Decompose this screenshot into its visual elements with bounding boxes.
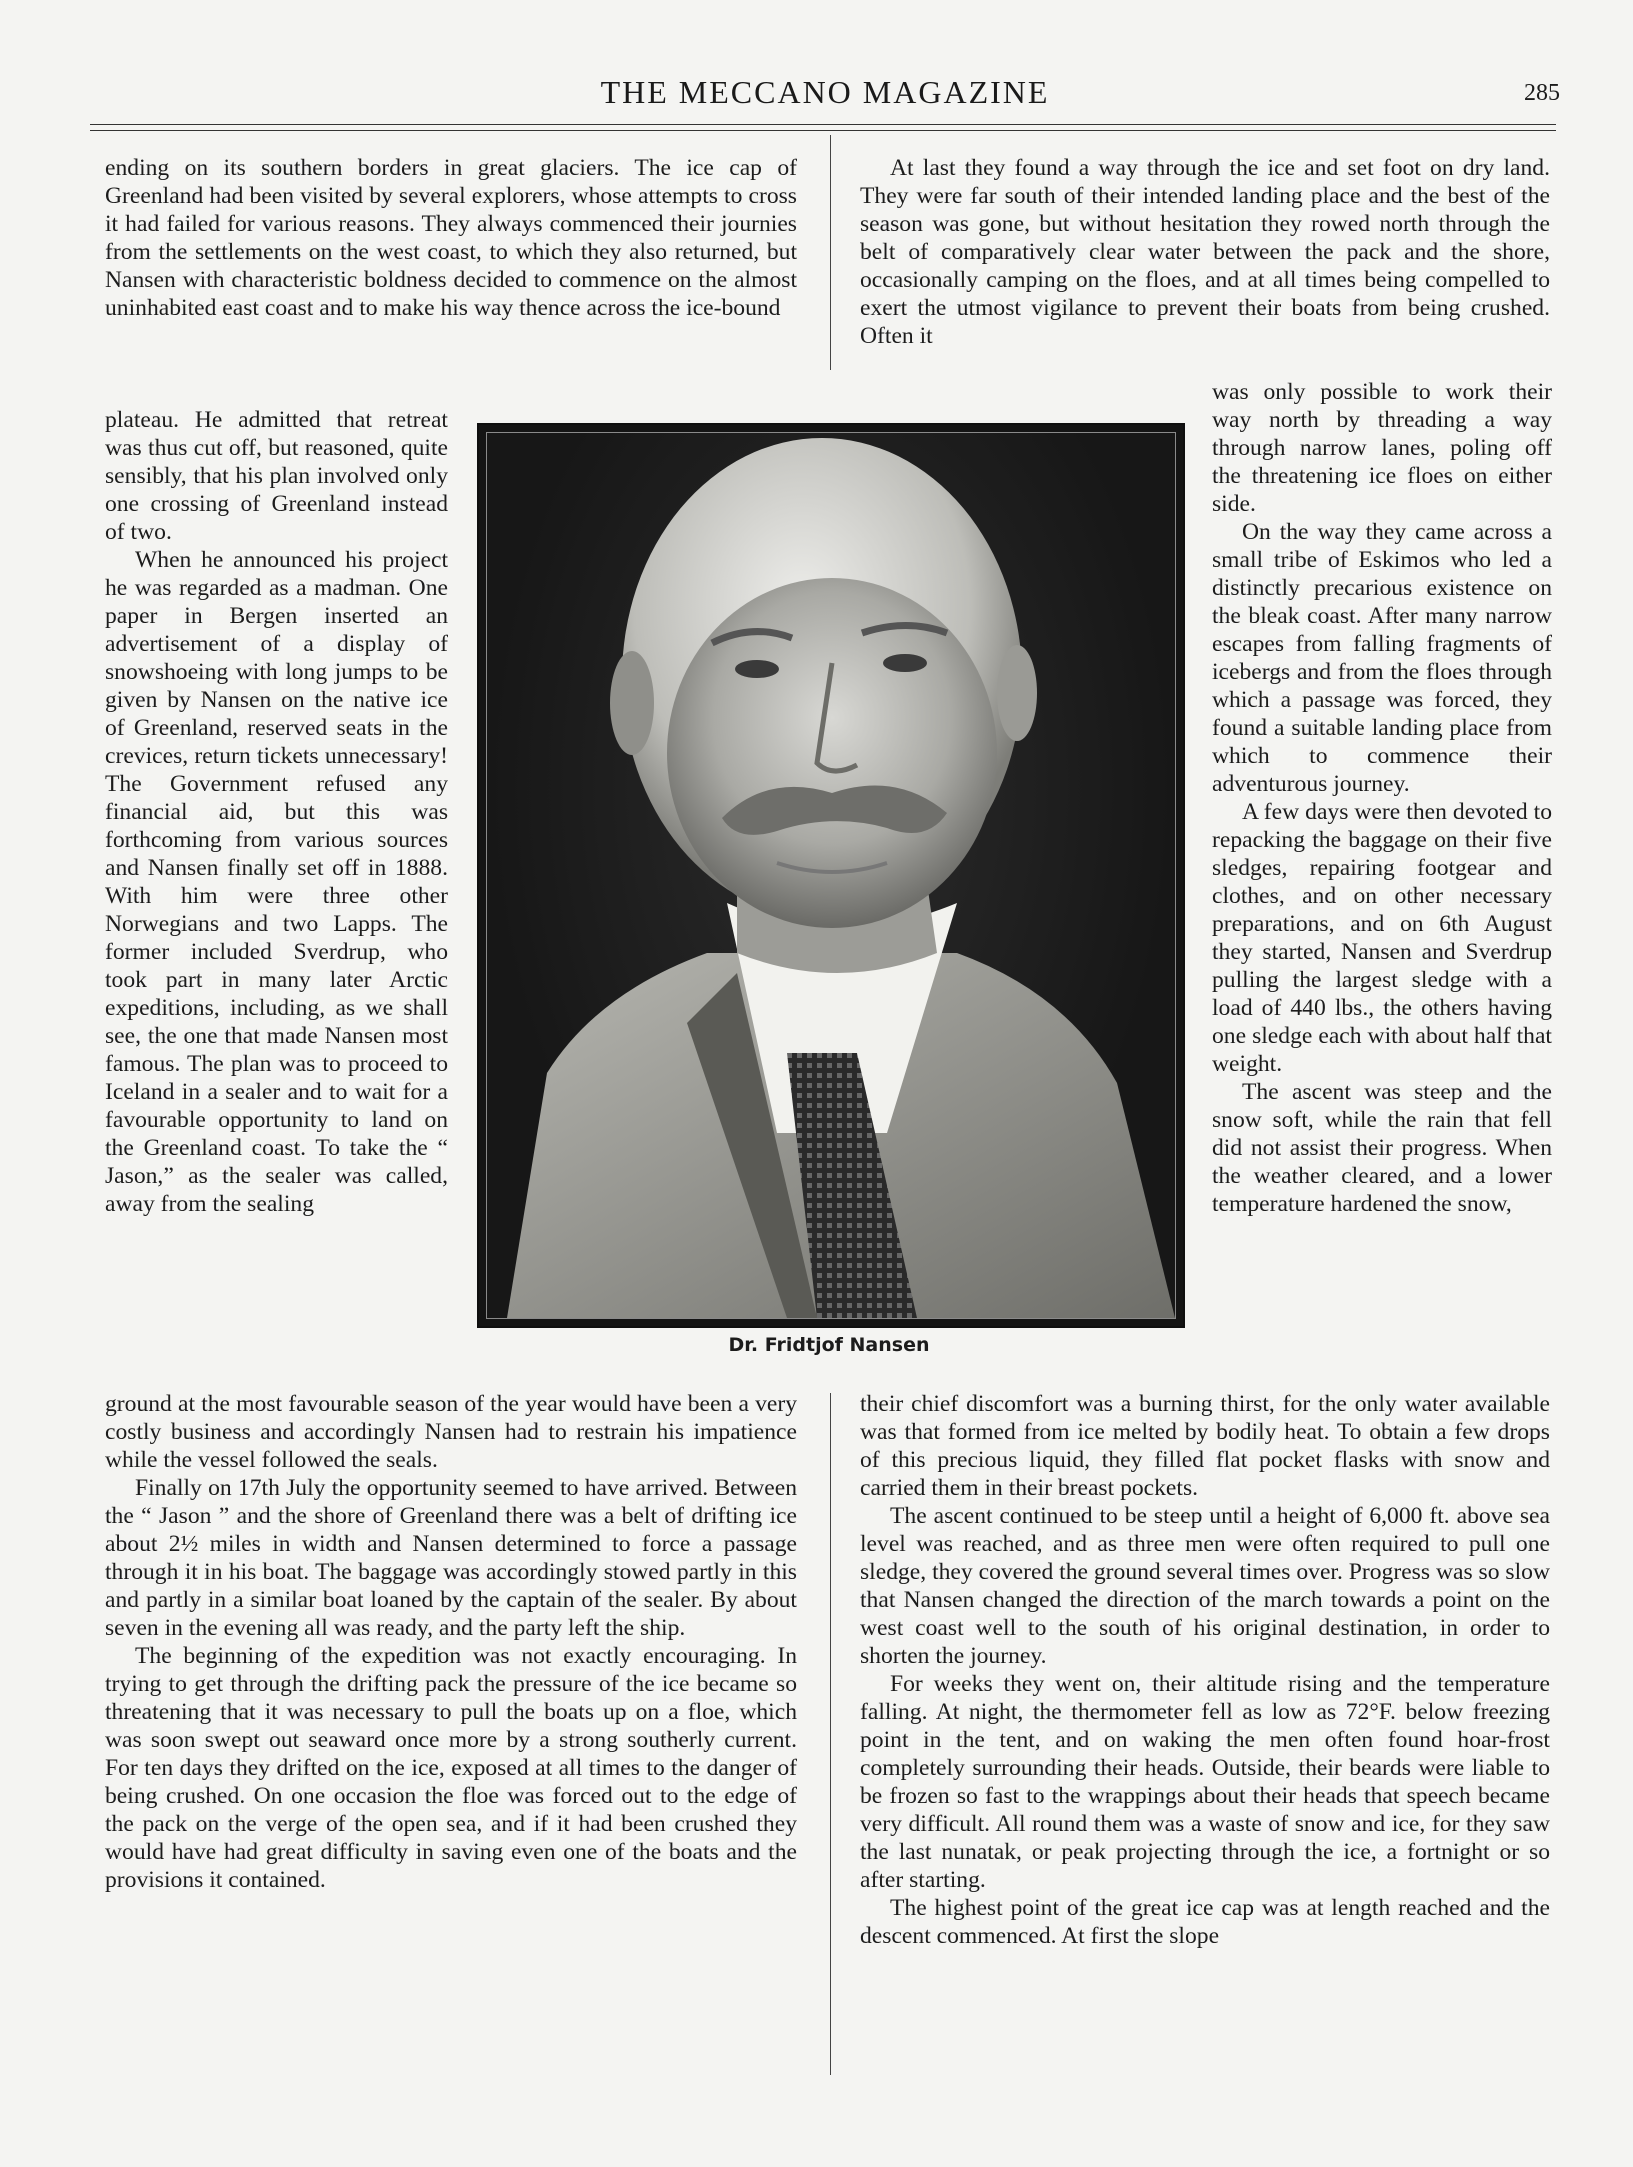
paragraph: For weeks they went on, their altitude rising and the temperature falling. At night, the thermometer fell as low as 72°F. below freezing point in the tent, and on waking the men often found hoar-frost completely surrounding their heads. Outside, their beards were liable to be frozen so fast to the wrappings about their heads that speech became very difficult. All round them was a waste of snow and ice, for they saw the last nunatak, or peak projecting through the ice, a fortnight or so after starting. xyxy=(860,1671,1550,1893)
left-column-beside-photo xyxy=(105,406,448,1218)
magazine-title: THE MECCANO MAGAZINE xyxy=(600,74,1050,110)
column-divider-bottom xyxy=(830,1393,831,2075)
left-column-bottom xyxy=(105,1390,797,1894)
right-column-top xyxy=(860,154,1550,350)
column-divider-top xyxy=(830,135,831,370)
paragraph: When he announced his project he was regarded as a madman. One paper in Bergen inserted an advertisement of a display of snowshoeing with long jumps to be given by Nansen on the native ice of Greenland, reserved seats in the crevices, return tickets unnecessary! The Government refused any financial aid, but this was forthcoming from various sources and Nansen finally set off in 1888. With him were three other Norwegians and two Lapps. The former included Sverdrup, who took part in many later Arctic expeditions, including, as we shall see, the one that made Nansen most famous. The plan was to proceed to Iceland in a sealer and to wait for a favourable opportunity to land on the Greenland coast. To take the “ Jason,” as the sealer was called, away from the sealing xyxy=(105,547,448,1217)
paragraph: The ascent continued to be steep until a height of 6,000 ft. above sea level was reached, and as three men were often required to pull one sledge, they covered the ground several times over. Progress was so slow that Nansen changed the direction of the march towards a point on the west coast well to the south of his original destination, in order to shorten the journey. xyxy=(860,1503,1550,1669)
paragraph: On the way they came across a small tribe of Eskimos who led a distinctly precarious existence on the bleak coast. After many narrow escapes from falling fragments of icebergs and from the floes through which a passage was forced, they found a suitable landing place from which to commence their adventurous journey. xyxy=(1212,519,1552,797)
page-header xyxy=(90,74,1560,122)
header-rule-bottom xyxy=(90,130,1556,131)
left-column-top xyxy=(105,154,797,322)
paragraph: The ascent was steep and the snow soft, while the rain that fell did not assist their progress. When the weather cleared, and a lower temperature hardened the snow, xyxy=(1212,1079,1552,1217)
paragraph: plateau. He admitted that retreat was thus cut off, but reasoned, quite sensibly, that his plan involved only one crossing of Greenland instead of two. xyxy=(105,407,448,545)
portrait-image xyxy=(486,432,1176,1319)
paragraph: their chief discomfort was a burning thirst, for the only water available was that formed from ice melted by bodily heat. To obtain a few drops of this precious liquid, they filled flat pocket flasks with snow and carried them in their breast pockets. xyxy=(860,1391,1550,1501)
right-column-bottom xyxy=(860,1390,1550,1950)
paragraph: Finally on 17th July the opportunity seemed to have arrived. Between the “ Jason ” and the shore of Greenland there was a belt of drifting ice about 2½ miles in width and Nansen determined to force a passage through it in his boat. The baggage was accordingly stowed partly in this and partly in a similar boat loaned by the captain of the sealer. By about seven in the evening all was ready, and the party left the ship. xyxy=(105,1475,797,1641)
paragraph: The highest point of the great ice cap was at length reached and the descent commenced. At first the slope xyxy=(860,1895,1550,1949)
paragraph: ground at the most favourable season of the year would have been a very costly business and accordingly Nansen had to restrain his impatience while the vessel followed the seals. xyxy=(105,1391,797,1473)
paragraph: The beginning of the expedition was not exactly encouraging. In trying to get through the drifting pack the pressure of the ice became so threatening that it was necessary to pull the boats up on a floe, which was soon swept out seaward once more by a strong southerly current. For ten days they drifted on the ice, exposed at all times to the danger of being crushed. On one occasion the floe was forced out to the edge of the pack on the verge of the open sea, and if it had been crushed they would have had great difficulty in saving even one of the boats and the provisions it contained. xyxy=(105,1643,797,1893)
paragraph: ending on its southern borders in great glaciers. The ice cap of Greenland had been visited by several explorers, whose attempts to cross it had failed for various reasons. They always commenced their journies from the settlements on the west coast, to which they also returned, but Nansen with characteristic boldness decided to commence on the almost uninhabited east coast and to make his way thence across the ice-bound xyxy=(105,155,797,321)
paragraph: A few days were then devoted to repacking the baggage on their five sledges, repairing footgear and clothes, and on other necessary preparations, and on 6th August they started, Nansen and Sverdrup pulling the largest sledge with a load of 440 lbs., the others having one sledge each with about half that weight. xyxy=(1212,799,1552,1077)
portrait-photo xyxy=(477,423,1185,1328)
photo-caption: Dr. Fridtjof Nansen xyxy=(728,1334,930,1356)
header-rule-top xyxy=(90,124,1556,125)
paragraph: was only possible to work their way north by threading a way through narrow lanes, poling off the threatening ice floes on either side. xyxy=(1212,379,1552,517)
page-number: 285 xyxy=(1524,80,1560,106)
paragraph: At last they found a way through the ice and set foot on dry land. They were far south of their intended landing place and the best of the season was gone, but without hesitation they rowed north through the belt of comparatively clear water between the pack and the shore, occasionally camping on the floes, and at all times being compelled to exert the utmost vigilance to prevent their boats from being crushed. Often it xyxy=(860,155,1550,349)
right-column-beside-photo xyxy=(1212,378,1552,1218)
portrait-illustration xyxy=(487,433,1175,1318)
